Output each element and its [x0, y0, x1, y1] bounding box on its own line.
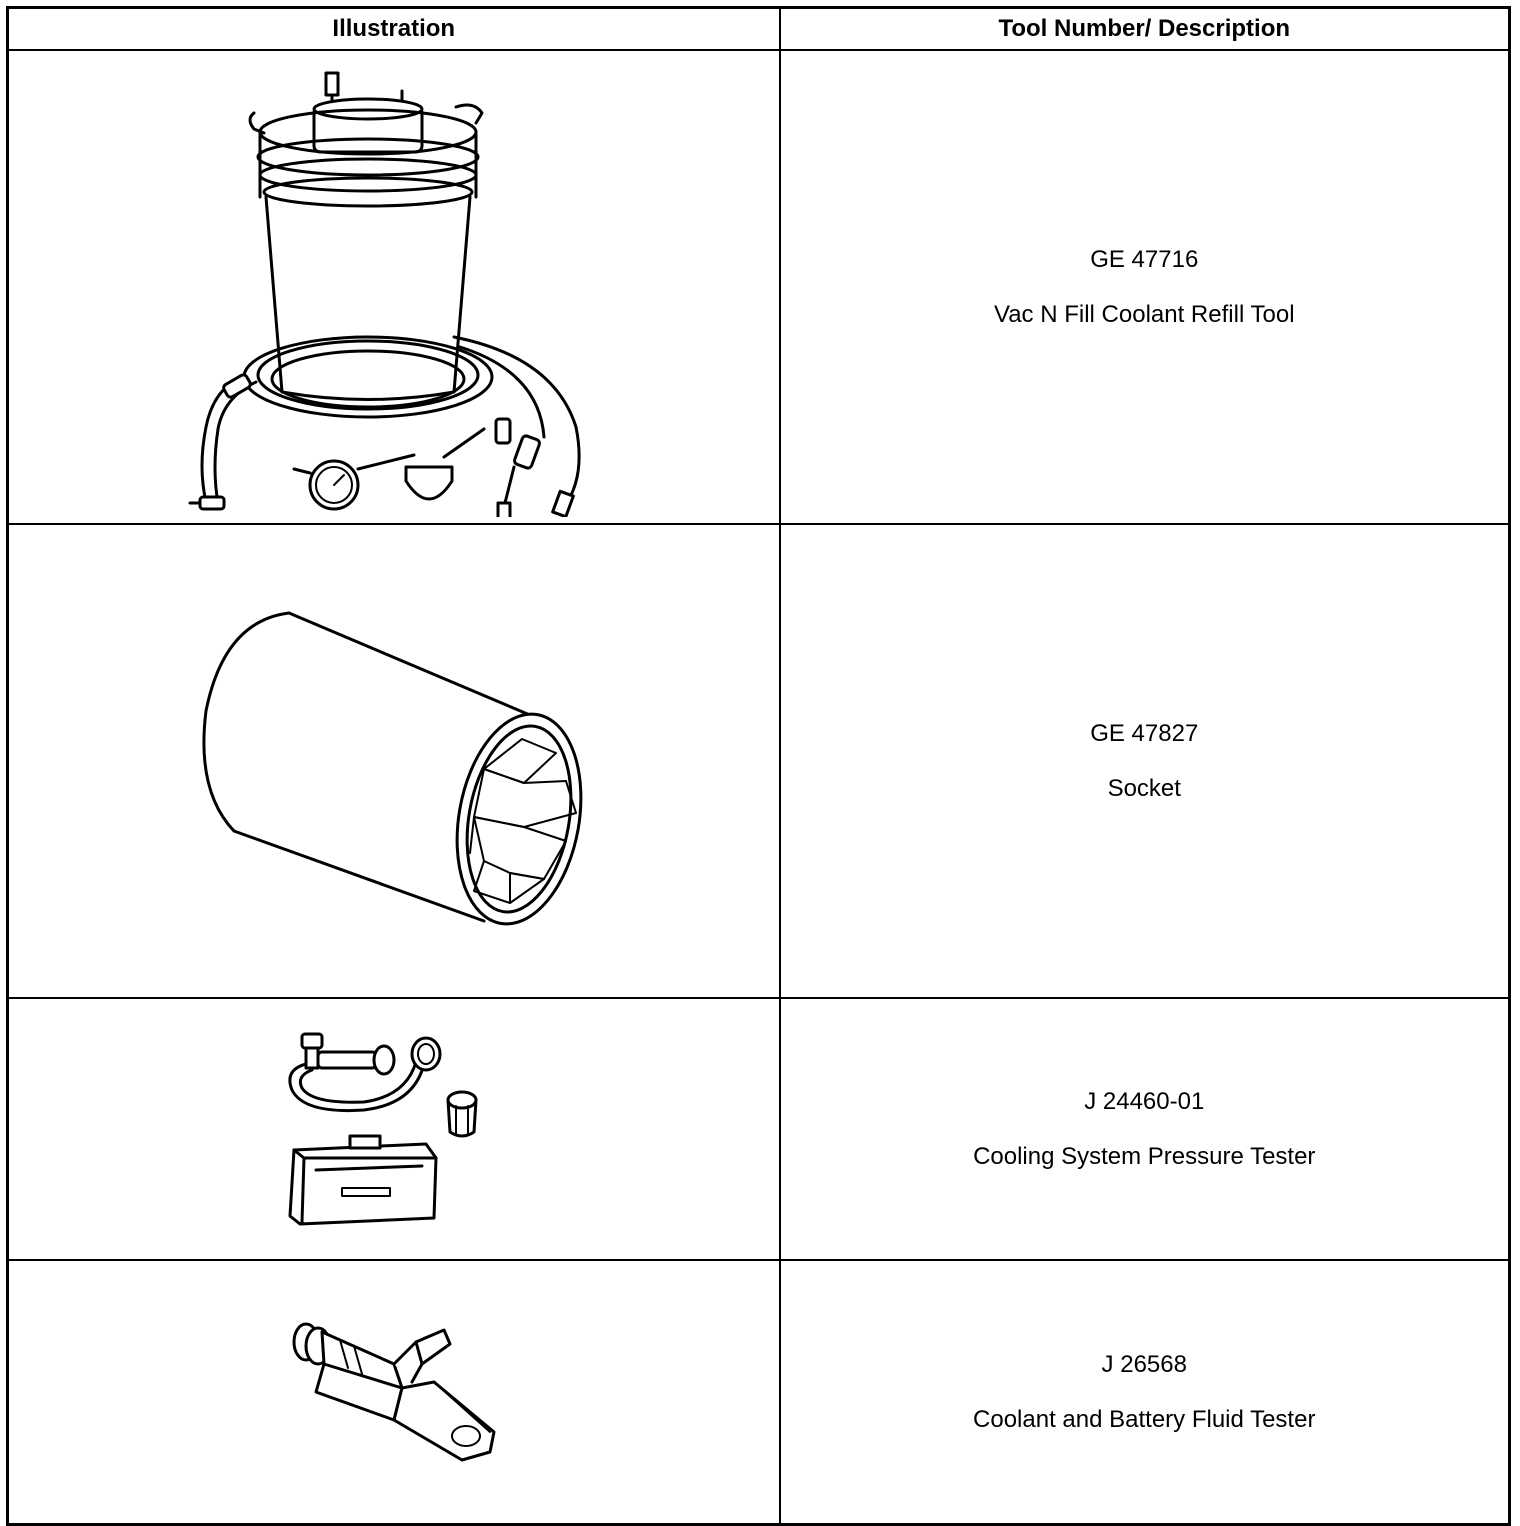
tool-number: GE 47716	[1090, 245, 1199, 273]
table-header-row	[8, 8, 1510, 51]
tool-description: Coolant and Battery Fluid Tester	[973, 1405, 1316, 1433]
socket-icon	[184, 591, 604, 931]
illustration-cell	[8, 1260, 780, 1525]
tool-description-cell	[780, 524, 1510, 998]
tool-description: Cooling System Pressure Tester	[973, 1142, 1316, 1170]
fluid-tester-icon	[284, 1312, 504, 1472]
tool-number: J 26568	[1101, 1350, 1187, 1378]
tool-number: GE 47827	[1090, 719, 1199, 747]
table-row	[8, 50, 1510, 524]
table-row	[8, 998, 1510, 1260]
tool-number: J 24460-01	[1084, 1087, 1205, 1115]
header-tool-description: Tool Number/ Description	[780, 8, 1510, 51]
special-tools-table	[6, 6, 1511, 1526]
coolant-refill-tool-icon	[184, 57, 604, 517]
tool-description-cell	[780, 998, 1510, 1260]
tool-description: Vac N Fill Coolant Refill Tool	[993, 300, 1295, 328]
pressure-tester-icon	[284, 1024, 504, 1234]
illustration-cell	[8, 524, 780, 998]
tool-description-cell	[780, 1260, 1510, 1525]
tool-description: Socket	[1107, 774, 1181, 802]
table-row	[8, 1260, 1510, 1525]
tool-description-cell	[780, 50, 1510, 524]
illustration-cell	[8, 50, 780, 524]
illustration-cell	[8, 998, 780, 1260]
table-row	[8, 524, 1510, 998]
header-illustration: Illustration	[8, 8, 780, 51]
